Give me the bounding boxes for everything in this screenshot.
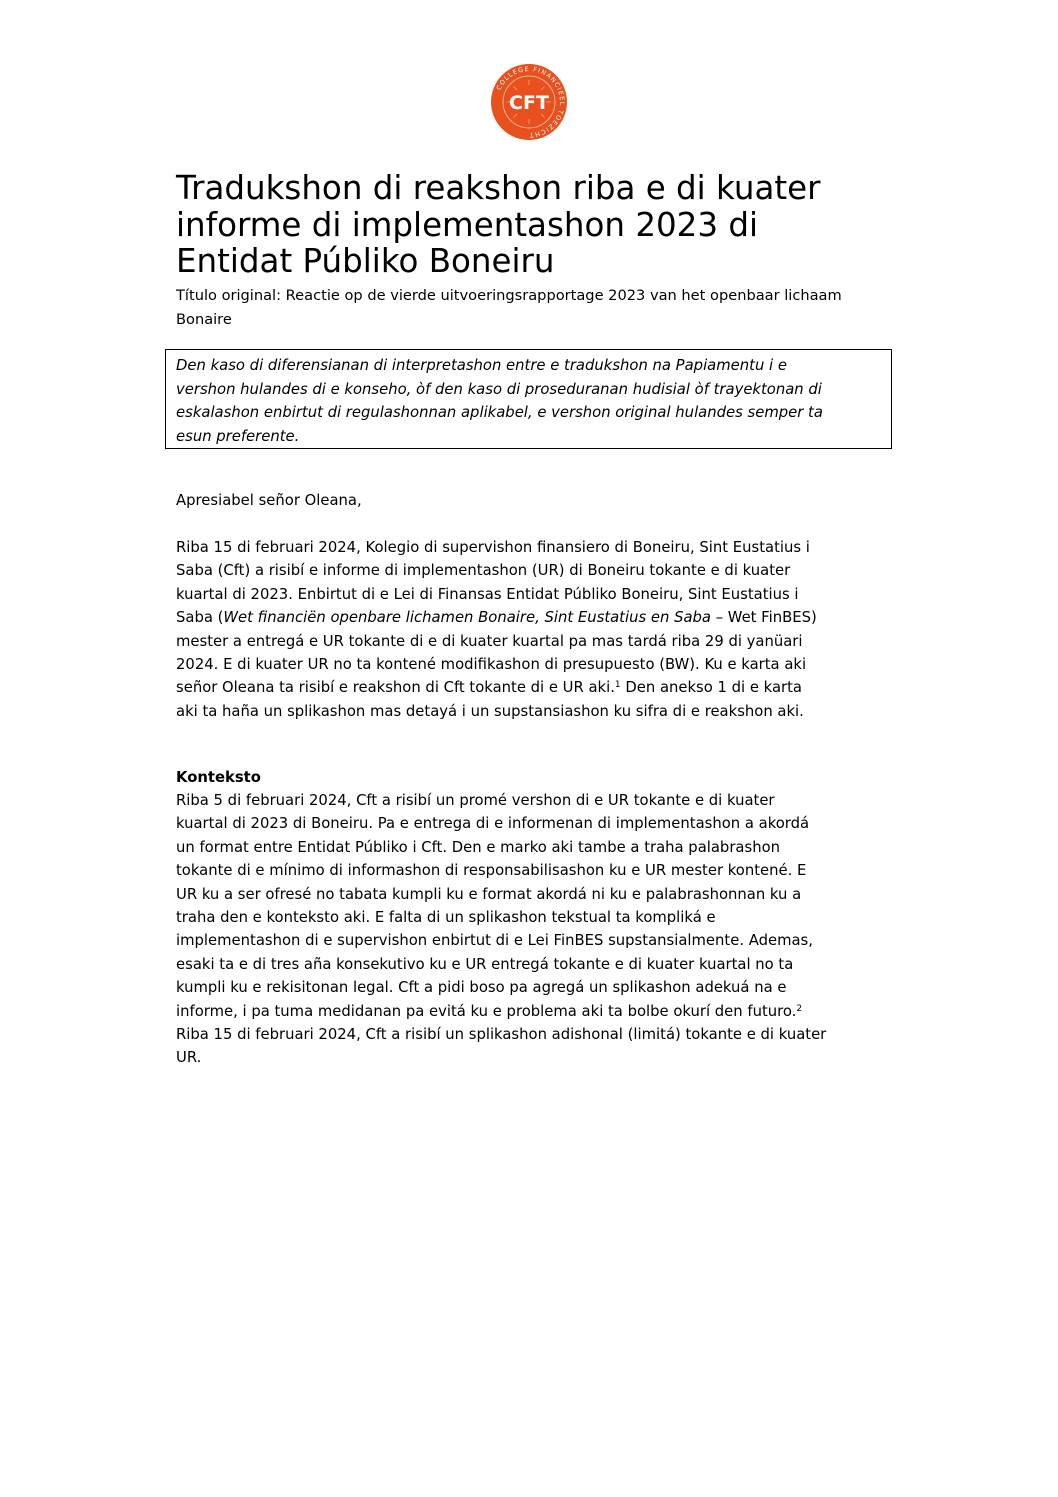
paragraph-line: Riba 15 di februari 2024, Kolegio di supervishon finansiero di Boneiru, Sint Eustatius i <box>176 539 810 556</box>
paragraph-line: UR ku a ser ofresé no tabata kumpli ku e format akordá ni ku e palabrashonnan ku a <box>176 885 802 903</box>
paragraph-line: tokante di e mínimo di informashon di responsabilisashon ku e UR mester kontené. E <box>176 862 807 880</box>
paragraph-line: Saba (Cft) a risibí e informe di implementashon (UR) di Boneiru tokante e di kuater <box>176 562 791 580</box>
original-title-line: Bonaire <box>176 311 232 328</box>
line-fragment: señor Oleana ta risibí e reakshon di Cft tokante di e UR aki. <box>176 679 615 697</box>
law-name-italic: Wet financiën openbare lichamen Bonaire, Sint Eustatius en Saba <box>223 609 711 627</box>
page-title <box>176 170 896 280</box>
paragraph-line: kuartal di 2023. Enbirtut di e Lei di Finansas Entidat Públiko Boneiru, Sint Eustatius i <box>176 585 799 603</box>
paragraph-1 <box>176 536 896 723</box>
paragraph-line: Riba 15 di februari 2024, Cft a risibí un splikashon adishonal (limitá) tokante e di kuater <box>176 1026 827 1044</box>
paragraph-line: traha den e konteksto aki. E falta di un splikashon tekstual ta kompliká e <box>176 909 716 927</box>
line-fragment: Den anekso 1 di e karta <box>620 679 802 697</box>
paragraph-line: implementashon di e supervishon enbirtut di e Lei FinBES supstansialmente. Ademas, <box>176 932 813 950</box>
line-fragment: informe, i pa tuma medidanan pa evitá ku e problema aki ta bolbe okurí den futuro. <box>176 1002 797 1020</box>
paragraph-line: aki ta haña un splikashon mas detayá i un supstansiashon ku sifra di e reakshon aki. <box>176 702 804 720</box>
paragraph-line: 2024. E di kuater UR no ta kontené modifikashon di presupuesto (BW). Ku e karta aki <box>176 656 807 674</box>
paragraph-line: esaki ta e di tres aña konsekutivo ku e UR entregá tokante e di kuater kuartal no ta <box>176 955 794 973</box>
original-title <box>176 284 896 332</box>
paragraph-line: UR. <box>176 1049 202 1067</box>
cft-logo <box>490 63 568 141</box>
paragraph-line: un format entre Entidat Públiko i Cft. Den e marko aki tambe a traha palabrashon <box>176 838 780 856</box>
paragraph-line: Riba 5 di februari 2024, Cft a risibí un promé vershon di e UR tokante e di kuater <box>176 792 775 809</box>
disclaimer-line: eskalashon enbirtut di regulashonnan aplikabel, e vershon original hulandes semper ta <box>176 404 823 421</box>
footnote-ref[interactable]: 1 <box>614 680 621 691</box>
context-paragraph <box>176 789 896 1070</box>
paragraph-line <box>176 1000 896 1023</box>
title-line: Entidat Públiko Boneiru <box>176 242 555 280</box>
footnote-ref[interactable]: 2 <box>796 1003 803 1014</box>
disclaimer-box <box>165 349 892 449</box>
line-fragment: Saba ( <box>176 609 224 627</box>
line-fragment: – Wet FinBES) <box>711 609 817 627</box>
paragraph-line: kumpli ku e rekisitonan legal. Cft a pidi boso pa agregá un splikashon adekuá na e <box>176 979 787 997</box>
paragraph-line <box>176 676 896 699</box>
salutation <box>176 489 896 512</box>
disclaimer-line: esun preferente. <box>176 427 300 445</box>
title-line: informe di implementashon 2023 di <box>176 205 759 244</box>
logo-text: CFT <box>509 92 549 114</box>
logo-ring-text: COLLEGE FINANCIEEL TOEZICHT <box>495 65 566 139</box>
title-line: Tradukshon di reakshon riba e di kuater <box>176 169 821 207</box>
disclaimer-line: vershon hulandes di e konseho, òf den kaso di proseduranan hudisial òf trayektonan di <box>176 380 822 398</box>
salutation-text: Apresiabel señor Oleana, <box>176 492 362 509</box>
disclaimer-text <box>176 354 823 448</box>
section-heading-konteksto: Konteksto <box>176 769 261 786</box>
paragraph-line <box>176 606 896 629</box>
paragraph-line: kuartal di 2023 di Boneiru. Pa e entrega di e informenan di implementashon a akordá <box>176 815 810 833</box>
paragraph-line: mester a entregá e UR tokante di e di kuater kuartal pa mas tardá riba 29 di yanüari <box>176 632 803 650</box>
disclaimer-line: Den kaso di diferensianan di interpretashon entre e tradukshon na Papiamentu i e <box>176 357 787 374</box>
original-title-line: Título original: Reactie op de vierde uitvoeringsrapportage 2023 van het openbaar lichaam <box>176 287 842 304</box>
